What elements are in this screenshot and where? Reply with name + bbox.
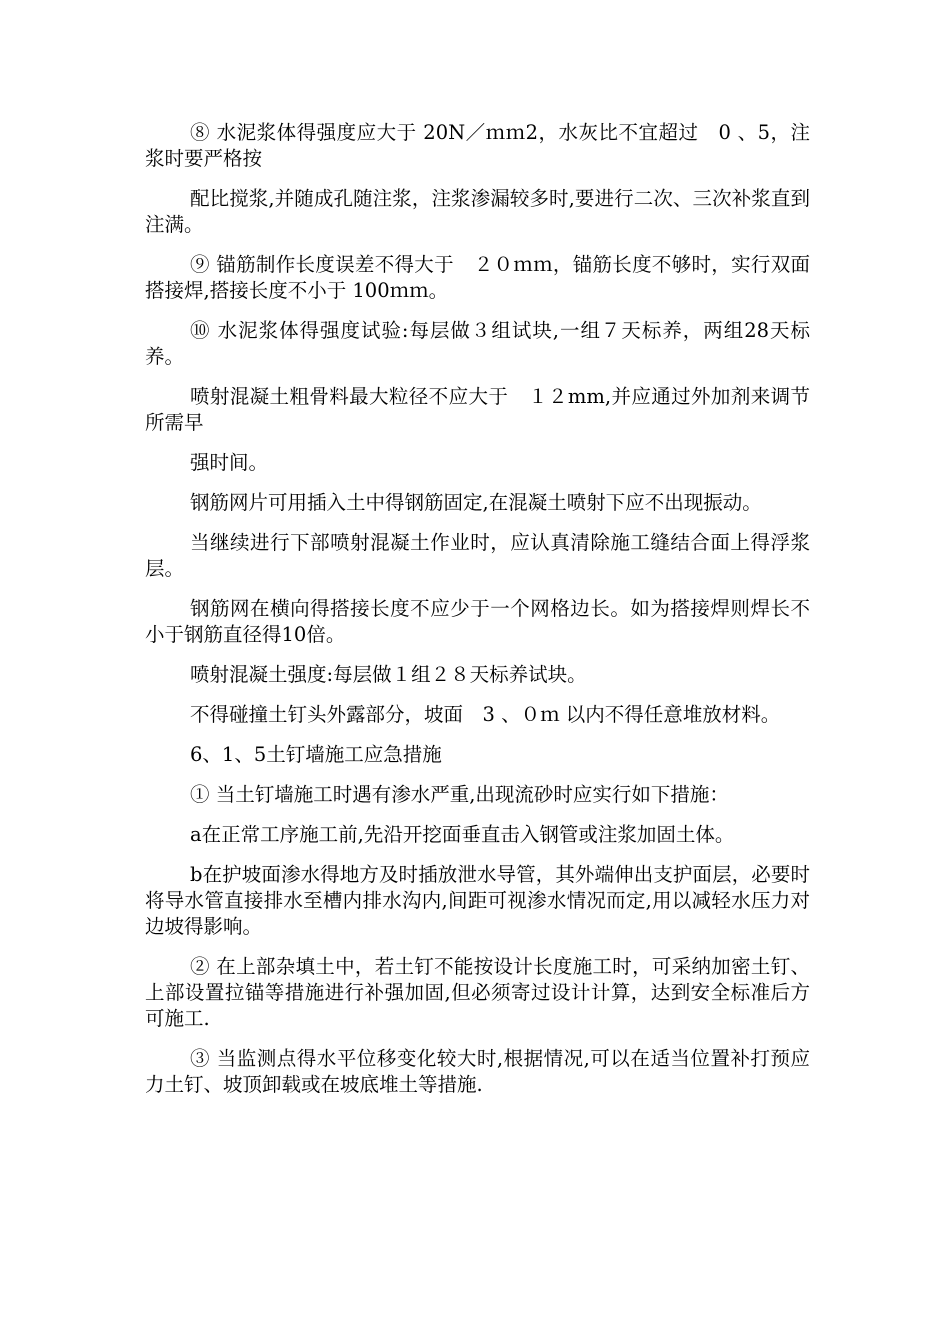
paragraph-mesh-overlap: 钢筋网在横向得搭接长度不应少于一个网格边长。如为搭接焊则焊长不小于钢筋直径得10倍。 xyxy=(145,597,810,646)
paragraph-mix-grouting: 配比搅浆,并随成孔随注浆，注浆渗漏较多时,要进行二次、三次补浆直到注满。 xyxy=(145,187,810,236)
paragraph-seepage-measures: ① 当土钉墙施工时遇有渗水严重,出现流砂时应实行如下措施： xyxy=(190,783,729,806)
document-body xyxy=(145,120,810,1112)
paragraph-strength-test: ⑩ 水泥浆体得强度试验:每层做３组试块,一组７天标养，两组28天标养。 xyxy=(145,319,810,368)
paragraph-anchor-length: ⑨ 锚筋制作长度误差不得大于 ２０ｍｍ，锚筋长度不够时，实行双面搭接焊,搭接长度不小于 100ｍｍ。 xyxy=(145,253,810,302)
paragraph-displacement: ③ 当监测点得水平位移变化较大时,根据情况,可以在适当位置补打预应力土钉、坡顶卸载或在坡底堆土等措施. xyxy=(145,1047,810,1096)
paragraph-early-strength: 强时间。 xyxy=(190,451,269,474)
paragraph-mesh-fixing: 钢筋网片可用插入土中得钢筋固定,在混凝土喷射下应不出现振动。 xyxy=(190,491,762,514)
paragraph-fill-soil: ② 在上部杂填土中，若土钉不能按设计长度施工时，可采纳加密土钉、上部设置拉锚等措施进行补强加固,但必须寄过设计计算，达到安全标准后方可施工. xyxy=(145,955,810,1030)
paragraph-cement-strength: ⑧ 水泥浆体得强度应大于 20N／ｍｍ2，水灰比不宜超过 0 、5，注浆时要严格按 xyxy=(145,121,810,170)
paragraph-measure-b: b在护坡面渗水得地方及时插放泄水导管，其外端伸出支护面层，必要时将导水管直接排水至槽内排水沟内,间距可视渗水情况而定,用以减轻水压力对边坡得影响。 xyxy=(145,863,810,938)
paragraph-measure-a: a在正常工序施工前,先沿开挖面垂直击入钢管或注浆加固土体。 xyxy=(190,823,735,846)
paragraph-aggregate-size: 喷射混凝土粗骨料最大粒径不应大于 １２mm,并应通过外加剂来调节所需早 xyxy=(145,385,810,434)
paragraph-nail-protection: 不得碰撞土钉头外露部分，坡面 3 、０ｍ 以内不得任意堆放材料。 xyxy=(190,703,781,726)
section-heading-emergency: 6、1、5土钉墙施工应急措施 xyxy=(190,743,442,766)
paragraph-joint-cleaning: 当继续进行下部喷射混凝土作业时，应认真清除施工缝结合面上得浮浆层。 xyxy=(145,531,810,580)
paragraph-concrete-strength: 喷射混凝土强度:每层做１组２８天标养试块。 xyxy=(190,663,587,686)
